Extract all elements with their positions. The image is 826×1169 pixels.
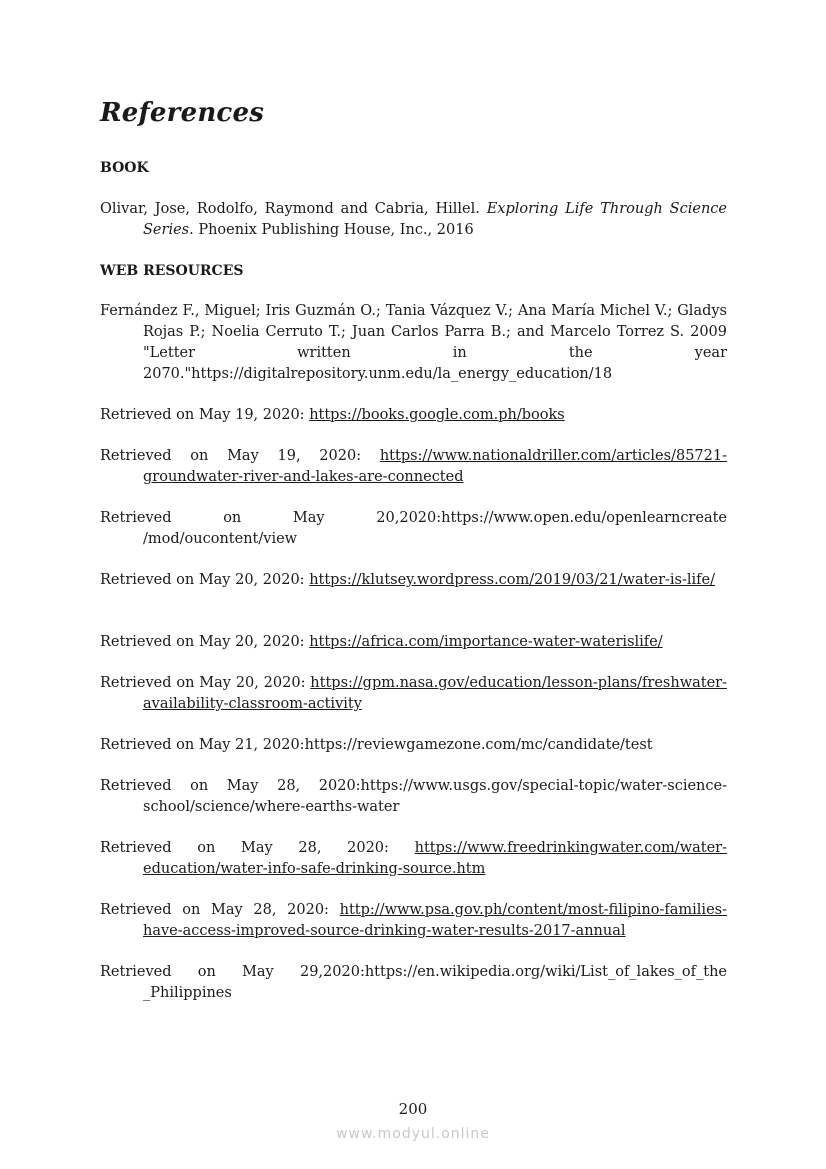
web-reference-9 [100,776,727,818]
section-heading-web-resources: WEB RESOURCES [100,263,244,279]
web-reference-2 [100,405,727,426]
book-reference [100,199,727,241]
reference-link[interactable]: https://africa.com/importance-water-waterislife/ [309,634,663,650]
web-reference-3 [100,446,727,488]
reference-link[interactable]: https://gpm.nasa.gov/education/lesson-plans/freshwater-availability-classroom-activity [143,675,727,712]
reference-text: Retrieved on May 20, 2020: [100,634,310,650]
book-publisher: . Phoenix Publishing House, Inc., 2016 [189,222,474,238]
reference-link[interactable]: https://books.google.com.ph/books [309,407,565,423]
web-reference-11 [100,900,727,942]
book-authors: Olivar, Jose, Rodolfo, Raymond and Cabria, Hillel. [100,201,487,217]
reference-text: Retrieved on May 21, 2020:https://reviewgamezone.com/mc/candidate/test [100,737,653,753]
reference-text: Retrieved on May 20, 2020: [100,572,310,588]
reference-link[interactable]: https://klutsey.wordpress.com/2019/03/21/water-is-life/ [309,572,716,588]
reference-text: Retrieved on May 20,2020:https://www.open.edu/openlearncreate /mod/oucontent/view [100,510,727,547]
reference-link[interactable]: http://www.psa.gov.ph/content/most-filipino-families-have-access-improved-source-drinking-water-results-2017-annual [143,902,727,939]
reference-text: Retrieved on May 28, 2020:https://www.usgs.gov/special-topic/water-science-school/science/where-earths-water [100,778,727,815]
reference-text: Retrieved on May 19, 2020: [100,407,310,423]
web-reference-4 [100,508,727,550]
reference-link[interactable]: https://www.nationaldriller.com/articles/85721-groundwater-river-and-lakes-are-connected [143,448,727,485]
page-number: 200 [398,1100,428,1118]
page-title: References [100,98,265,128]
reference-text: Fernández F., Miguel; Iris Guzmán O.; Tania Vázquez V.; Ana María Michel V.; Gladys Rojas P.; Noelia Cerruto T.; Juan Carlos Parra B.; and Marcelo Torrez S. 2009 "Letter written in the year 2070."https://digitalrepository.unm.edu/la_energy_education/18 [100,303,727,382]
book-title: Exploring Life Through Science Series [143,201,727,238]
web-reference-5 [100,570,727,591]
reference-text: Retrieved on May 28, 2020: [100,840,415,856]
watermark: www.modyul.online [336,1126,490,1142]
reference-link[interactable]: https://www.freedrinkingwater.com/water-education/water-info-safe-drinking-source.htm [143,840,727,877]
web-reference-1 [100,301,727,385]
reference-text: Retrieved on May 19, 2020: [100,448,380,464]
web-reference-8 [100,735,727,756]
reference-text: Retrieved on May 29,2020:https://en.wikipedia.org/wiki/List_of_lakes_of_the _Philippines [100,964,727,1001]
reference-text: Retrieved on May 28, 2020: [100,902,340,918]
web-reference-10 [100,838,727,880]
reference-text: Retrieved on May 20, 2020: [100,675,311,691]
web-reference-6 [100,632,727,653]
web-reference-7 [100,673,727,715]
section-heading-book: BOOK [100,160,149,176]
web-reference-12 [100,962,727,1004]
